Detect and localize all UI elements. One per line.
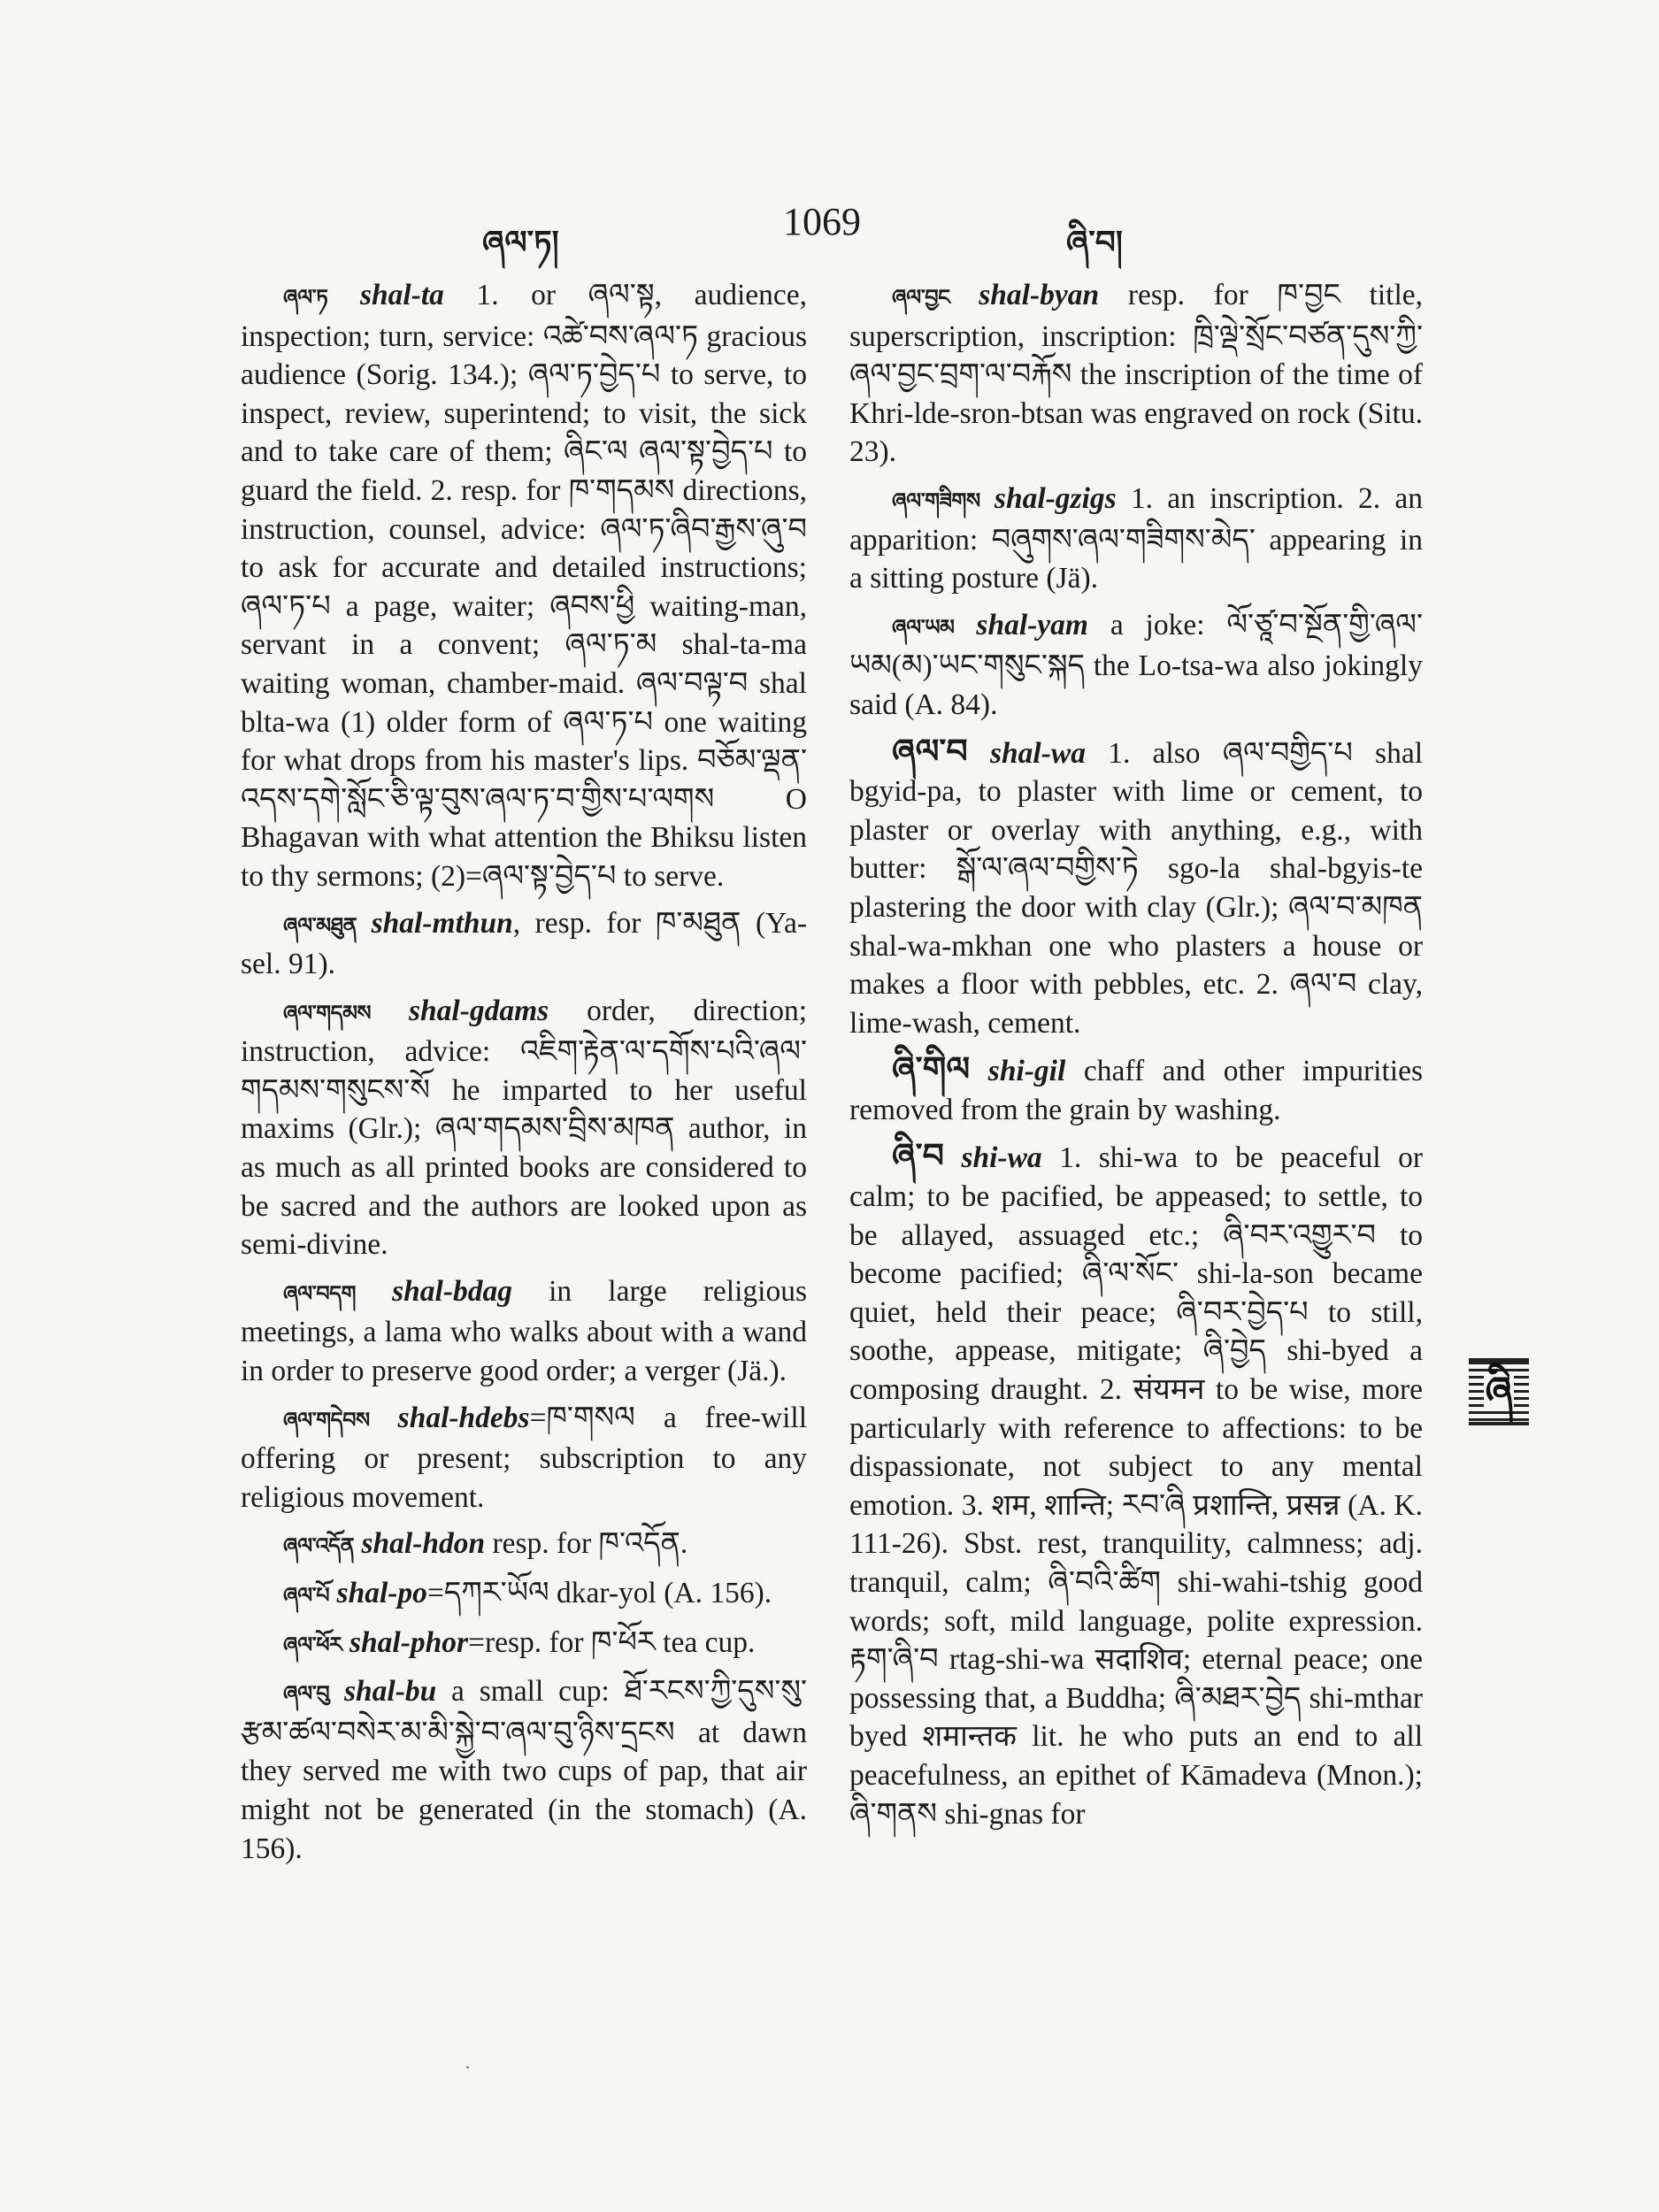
entry-headword: shal-mthun bbox=[371, 906, 513, 940]
entry bbox=[241, 276, 807, 896]
entry-headword: shal-gzigs bbox=[994, 481, 1117, 515]
entry-definition: 1. or ཞལ་སྟ, audience, inspection; turn, service: འཚེ་བས་ཞལ་ཏ gracious audience (Sorig. 134.); ཞལ་ཏ་བྱེད་པ to serve, to inspect, review, superintend; to visit, the sick and to take care of them; ཞིང་ལ ཞལ་སྟ་བྱེད་པ to guard the field. 2. resp. for ཁ་གདམས directions, instruction, counsel, advice: ཞལ་ཏ་ཞིབ་རྒྱས་ཞུ་བ to ask for accurate and detailed instructions; ཞལ་ཏ་པ a page, waiter; ཞབས་ཕྱི waiting-man, servant in a convent; ཞལ་ཏ་མ shal-ta-ma waiting woman, chamber-maid. ཞལ་བལྟ་བ shal blta-wa (1) older form of ཞལ་ཏ་པ one waiting for what drops from his master's lips. བཅོམ་ལྡན་འདས་དགེ་སློང་ཅི་ལྟ་བུས་ཞལ་ཏ་བ་གྱིས་པ་ལགས O Bhagavan with what attention the Bhiksu listen to thy sermons; (2)=ཞལ་སྟ་བྱེད་པ to serve. bbox=[241, 279, 807, 893]
entry-headword-tibetan: ཞལ་པོ bbox=[283, 1583, 330, 1608]
right-column bbox=[849, 276, 1423, 1841]
page-number: 1069 bbox=[783, 200, 861, 243]
entry bbox=[849, 276, 1423, 472]
entry-definition: 1. also ཞལ་བགྱིད་པ shal bgyid-pa, to plaster with lime or cement, to plaster or overlay with anything, e.g., with butter: སྒོ་ལ་ཞལ་བགྱིས་ཏེ sgo-la shal-bgyis-te plastering the door with clay (Glr.); ཞལ་བ་མཁན shal-wa-mkhan one who plasters a house or makes a floor with pebbles, etc. 2. ཞལ་བ clay, lime-wash, cement. bbox=[849, 736, 1423, 1040]
thumb-index-tab bbox=[1469, 1358, 1529, 1425]
entry-headword: shal-gdams bbox=[408, 994, 549, 1027]
entry-headword-tibetan: ཞལ་གཟིགས bbox=[892, 488, 980, 513]
entry-definition: resp. for ཁ་བྱང title, superscription, inscription: ཁྲི་ལྡེ་སྲོང་བཙན་དུས་ཀྱི་ཞལ་བྱང་བྲག་ལ་བརྐོས the inscription of the time of Khri-lde-sron-btsan was engraved on rock (Situ. 23). bbox=[849, 279, 1423, 469]
entry bbox=[849, 606, 1423, 725]
entry-headword-tibetan: ཞི་བ bbox=[892, 1136, 944, 1176]
entry-definition: 1. shi-wa to be peaceful or calm; to be pacified, be appeased; to settle, to be allayed, assuaged etc.; ཞི་བར་འགྱུར་བ to become pacified; ཞི་ལ་སོང་ shi-la-son became quiet, held their peace; ཞི་བར་བྱེད་པ to still, soothe, appease, mitigate; ཞི་བྱེད shi-byed a composing draught. 2. संयमन to be wise, more particularly with reference to affections: to be dispassionate, not subject to any mental emotion. 3. शम, शान्ति; རབ་ཞི प्रशान्ति, प्रसन्न (A. K. 111-26). Sbst. rest, tranquility, calmness; adj. tranquil, calm; ཞི་བའི་ཚིག shi-wahi-tshig good words; soft, mild language, polite expression. རྟག་ཞི་བ rtag-shi-wa सदाशिव; eternal peace; one possessing that, a Buddha; ཞི་མཐར་བྱེད shi-mthar byed शमान्तक lit. he who puts an end to all peacefulness, an epithet of Kāmadeva (Mnon.); ཞི་གནས shi-gnas for bbox=[849, 1141, 1423, 1831]
entry-definition: a joke: ལོ་ཙཱ་བ་སྔོན་གྱི་ཞལ་ཡམ(མ)་ཡང་གསུང་སྐད the Lo-tsa-wa also jokingly said (A. 84). bbox=[849, 608, 1423, 721]
entry bbox=[241, 1272, 807, 1391]
entry-headword: shal-wa bbox=[990, 736, 1086, 770]
entry-headword-tibetan: ཞལ་འདོན bbox=[283, 1533, 355, 1559]
entry-definition: resp. for ཁ་འདོན. bbox=[485, 1527, 688, 1561]
entry bbox=[241, 904, 807, 984]
entry-headword-tibetan: ཞི་གིལ bbox=[892, 1049, 971, 1089]
entry-headword-tibetan: ཞལ་ཡམ bbox=[892, 614, 955, 640]
entry bbox=[849, 480, 1423, 598]
entry-headword: shal-po bbox=[336, 1577, 427, 1609]
entry-headword-tibetan: ཞལ་བུ bbox=[283, 1681, 330, 1707]
entry-definition: , resp. for ཁ་མཐུན (Ya-sel. 91). bbox=[241, 906, 807, 981]
entry-headword: shal-byan bbox=[979, 279, 1100, 311]
entry-definition: order, direction; instruction, advice: འཇིག་རྟེན་ལ་དགོས་པའི་ཞལ་གདམས་གསུངས་སོ he imparted to her useful maxims (Glr.); ཞལ་གདམས་བྲིས་མཁན author, in as much as all printed books are considered to be sacred and the authors are looked upon as semi-divine. bbox=[241, 994, 808, 1262]
entry-main bbox=[849, 1137, 1423, 1833]
left-guide-word: ཞལ་ཏ། bbox=[482, 225, 559, 261]
entry-definition: chaff and other impurities removed from the grain by washing. bbox=[849, 1055, 1424, 1126]
entry-headword: shal-phor bbox=[349, 1625, 469, 1659]
entry-headword: shi-gil bbox=[987, 1055, 1066, 1088]
entry-definition: 1. an inscription. 2. an apparition: བཞུགས་ཞལ་གཟིགས་མེད་ appearing in a sitting posture (Jä). bbox=[849, 481, 1424, 595]
entry-definition: =དཀར་ཡོལ dkar-yol (A. 156). bbox=[426, 1577, 772, 1609]
entry bbox=[241, 1525, 807, 1566]
entry-headword: shal-ta bbox=[359, 279, 444, 311]
entry-headword-tibetan: ཞལ་བྱང bbox=[892, 285, 950, 310]
entry-headword-tibetan: ཞལ་ཕོར bbox=[283, 1632, 342, 1657]
entry bbox=[241, 1624, 807, 1665]
entry bbox=[241, 992, 807, 1264]
entry-definition: =ཁ་གསལ a free-will offering or present; subscription to any religious movement. bbox=[241, 1401, 807, 1514]
entry-definition: a small cup: ཐོ་རངས་ཀྱི་དུས་སུ་རྩམ་ཚལ་བསེར་མ་མི་སྐྱེ་བ་ཞལ་བུ་ཉིས་དྲངས at dawn they served me with two cups of pap, that air might not be generated (in the stomach) (A. 156). bbox=[241, 1675, 807, 1865]
entry-main bbox=[849, 1050, 1423, 1129]
entry bbox=[241, 1399, 807, 1517]
paper-speck bbox=[466, 2066, 469, 2069]
entry-headword: shal-hdebs bbox=[397, 1401, 530, 1434]
entry-headword-tibetan: ཞལ་གདམས bbox=[283, 1000, 372, 1025]
left-column bbox=[241, 276, 807, 1876]
page-header bbox=[0, 199, 1659, 261]
entry-headword-tibetan: ཞལ་གདེབས bbox=[283, 1407, 370, 1432]
entry-headword: shi-wa bbox=[961, 1141, 1042, 1175]
thumb-index-glyph: ཞི bbox=[1485, 1369, 1513, 1414]
entry-definition: =resp. for ཁ་ཕོར tea cup. bbox=[468, 1625, 756, 1659]
entry-headword-tibetan: ཞལ་མཐུན bbox=[283, 912, 357, 938]
entry bbox=[241, 1672, 807, 1868]
entry-headword: shal-bu bbox=[343, 1675, 437, 1709]
entry-headword-tibetan: ཞལ་ཏ bbox=[283, 285, 328, 310]
entry-main bbox=[849, 733, 1423, 1043]
entry-headword: shal-bdag bbox=[392, 1274, 512, 1308]
right-guide-word: ཞི་བ། bbox=[1066, 225, 1123, 261]
entry-definition: in large religious meetings, a lama who walks about with a wand in order to preserve good order; a verger (Jä.). bbox=[241, 1274, 807, 1388]
entry-headword-tibetan: ཞལ་བདག bbox=[283, 1280, 356, 1306]
entry-headword: shal-yam bbox=[976, 608, 1088, 641]
entry-headword: shal-hdon bbox=[361, 1527, 486, 1561]
entry-headword-tibetan: ཞལ་བ bbox=[892, 731, 968, 771]
entry bbox=[241, 1574, 807, 1616]
